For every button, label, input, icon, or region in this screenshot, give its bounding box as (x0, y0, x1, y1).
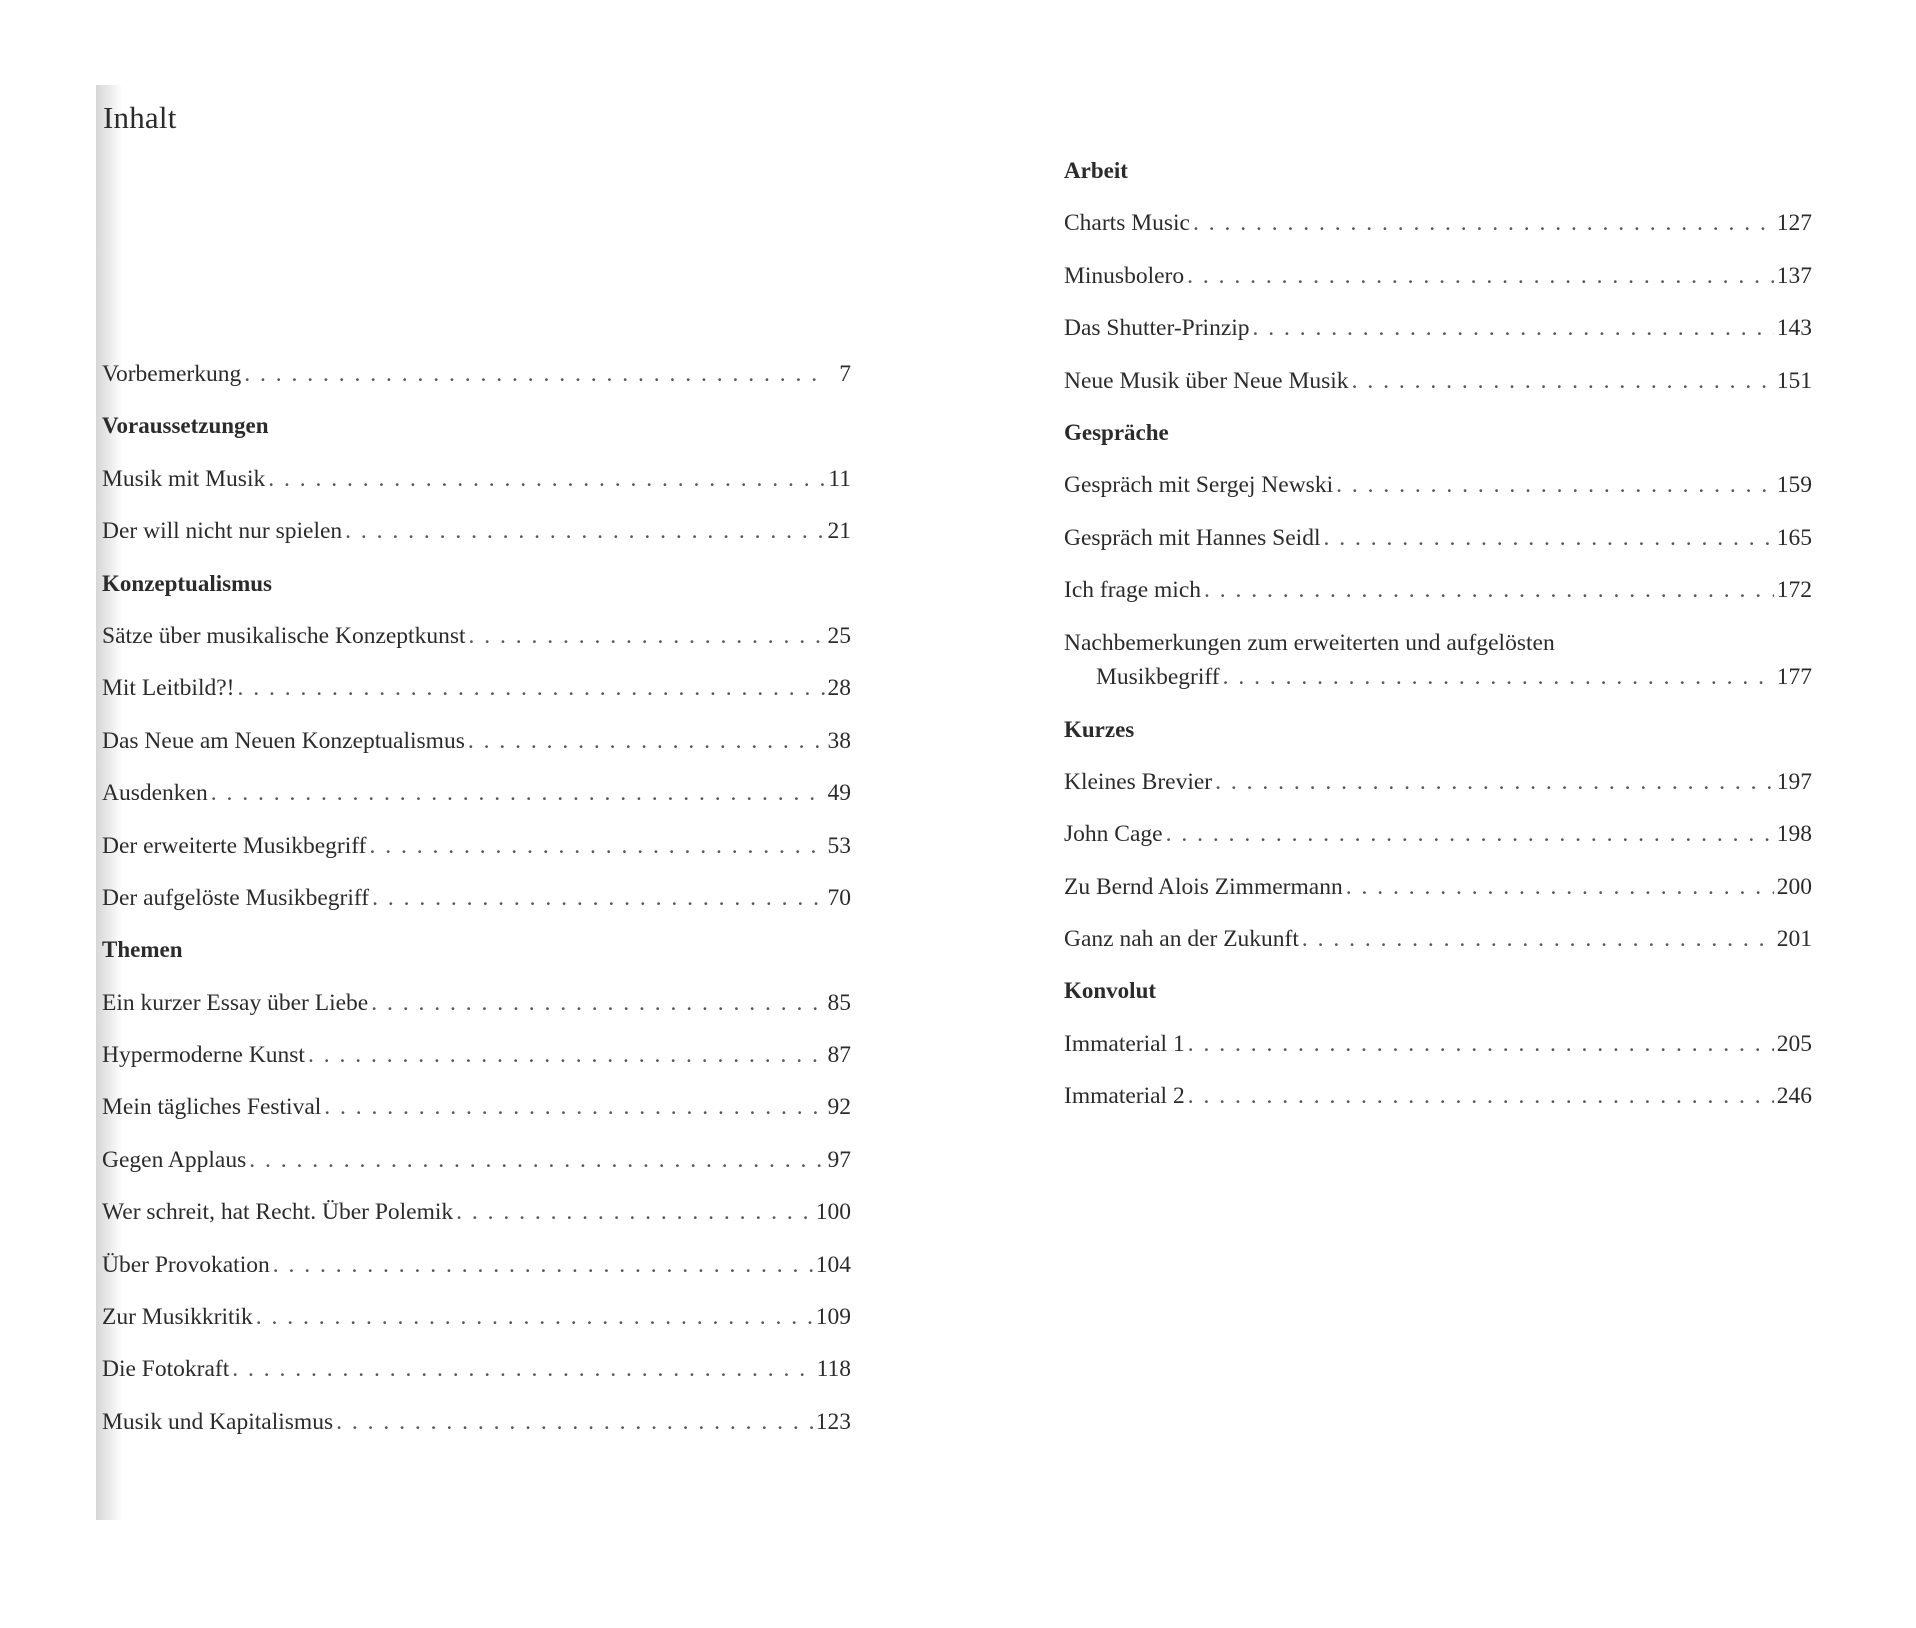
toc-section-arbeit (1064, 146, 1812, 198)
toc-page-number: 143 (1776, 315, 1812, 342)
toc-page-number: 38 (827, 727, 851, 754)
toc-entry-title: Wer schreit, hat Recht. Über Polemik (102, 1199, 454, 1226)
dot-leader (1302, 924, 1774, 954)
toc-section-voraussetzungen (102, 401, 851, 453)
toc-entry-der-erweiterte-musikbegriff[interactable] (102, 821, 851, 873)
toc-page-number: 200 (1776, 873, 1812, 900)
toc-entry-immaterial-2[interactable] (1064, 1071, 1812, 1123)
toc-section-gespraeche (1064, 408, 1812, 460)
section-heading: Arbeit (1064, 158, 1128, 183)
toc-entry-title: Zur Musikkritik (102, 1304, 253, 1331)
toc-page-number: 198 (1776, 821, 1812, 848)
toc-entry-minusbolero[interactable] (1064, 251, 1812, 303)
toc-entry-title: Kleines Brevier (1064, 768, 1213, 795)
toc-page-number: 7 (839, 361, 851, 387)
toc-entry-title: Musikbegriff (1096, 663, 1220, 690)
toc-entry-gespraech-mit-hannes-seidl[interactable] (1064, 513, 1812, 565)
dot-leader (1166, 819, 1774, 849)
toc-entry-title: Musik mit Musik (102, 465, 266, 492)
dot-leader (232, 1354, 813, 1384)
toc-entry-title: Gespräch mit Hannes Seidl (1064, 524, 1321, 551)
dot-leader (211, 778, 825, 808)
toc-page-number: 109 (815, 1304, 851, 1331)
toc-entry-title: John Cage (1064, 821, 1163, 848)
toc-entry-title: Das Shutter-Prinzip (1064, 315, 1250, 342)
toc-entry-saetze-ueber-musikalische-konzeptkunst[interactable] (102, 611, 851, 663)
toc-entry-wer-schreit-hat-recht-ueber-polemik[interactable] (102, 1187, 851, 1239)
toc-page-number: 172 (1776, 577, 1812, 604)
toc-entry-der-aufgeloeste-musikbegriff[interactable] (102, 873, 851, 925)
toc-entry-title: Die Fotokraft (102, 1356, 230, 1383)
dot-leader (1346, 872, 1774, 902)
toc-entry-title: Der erweiterte Musikbegriff (102, 832, 367, 859)
toc-entry-mit-leitbild[interactable] (102, 663, 851, 715)
toc-entry-title: Immaterial 1 (1064, 1030, 1185, 1057)
toc-page-number: 97 (827, 1146, 851, 1173)
toc-entry-ich-frage-mich[interactable] (1064, 565, 1812, 617)
dot-leader (256, 1302, 813, 1332)
toc-entry-das-shutter-prinzip[interactable] (1064, 303, 1812, 355)
toc-page-number: 28 (827, 675, 851, 702)
toc-entry-title: Gegen Applaus (102, 1146, 247, 1173)
dot-leader (1187, 261, 1774, 291)
toc-page-number: 165 (1776, 524, 1812, 551)
dot-leader (1253, 313, 1774, 343)
toc-entry-das-neue-am-neuen-konzeptualismus[interactable] (102, 716, 851, 768)
toc-page-number: 197 (1776, 768, 1812, 795)
toc-entry-immaterial-1[interactable] (1064, 1019, 1812, 1071)
toc-entry-title: Der aufgelöste Musikbegriff (102, 884, 370, 911)
toc-entry-title: Vorbemerkung (102, 361, 242, 387)
toc-entry-charts-music[interactable] (1064, 198, 1812, 250)
toc-entry-zur-musikkritik[interactable] (102, 1292, 851, 1344)
toc-entry-der-will-nicht-nur-spielen[interactable] (102, 506, 851, 558)
toc-entry-title: Über Provokation (102, 1251, 270, 1278)
toc-section-konzeptualismus (102, 559, 851, 611)
dot-leader (1223, 662, 1774, 692)
toc-entry-ein-kurzer-essay-ueber-liebe[interactable] (102, 978, 851, 1030)
dot-leader (468, 726, 825, 756)
section-heading: Kurzes (1064, 716, 1135, 742)
toc-page-number: 25 (827, 622, 851, 649)
toc-entry-title: Das Neue am Neuen Konzeptualismus (102, 727, 465, 754)
toc-page-number: 49 (827, 780, 851, 807)
dot-leader (371, 988, 824, 1018)
toc-page-number: 151 (1776, 367, 1812, 394)
toc-section-konvolut (1064, 966, 1812, 1018)
toc-entry-title: Ich frage mich (1064, 577, 1202, 604)
dot-leader (268, 464, 825, 494)
toc-page-number: 177 (1776, 663, 1812, 690)
toc-entry-musik-und-kapitalismus[interactable] (102, 1397, 851, 1449)
dot-leader (456, 1197, 813, 1227)
section-heading: Konvolut (1064, 978, 1157, 1004)
dot-leader (249, 1145, 824, 1175)
toc-entry-title: Der will nicht nur spielen (102, 518, 343, 545)
toc-entry-nachbemerkungen-zum-erweiterten-und-aufgeloesten[interactable] (1064, 618, 1812, 705)
toc-entry-title: Hypermoderne Kunst (102, 1042, 305, 1069)
toc-page-number: 246 (1776, 1083, 1812, 1110)
toc-section-themen (102, 925, 851, 977)
toc-page-number: 87 (827, 1042, 851, 1069)
toc-entry-ueber-provokation[interactable] (102, 1240, 851, 1292)
toc-entry-hypermoderne-kunst[interactable] (102, 1030, 851, 1082)
toc-entry-vorbemerkung[interactable] (102, 349, 851, 401)
page-title: Inhalt (103, 100, 177, 135)
toc-page-number: 85 (827, 989, 851, 1016)
toc-page-number: 159 (1776, 472, 1812, 499)
toc-entry-title: Sätze über musikalische Konzeptkunst (102, 622, 466, 649)
dot-leader (372, 883, 824, 913)
toc-entry-neue-musik-ueber-neue-musik[interactable] (1064, 356, 1812, 408)
toc-page-number: 11 (828, 465, 851, 492)
dot-leader (1323, 523, 1773, 553)
toc-entry-gespraech-mit-sergej-newski[interactable] (1064, 460, 1812, 512)
toc-entry-title: Charts Music (1064, 210, 1190, 237)
toc-page-number: 123 (815, 1408, 851, 1435)
dot-leader (308, 1040, 825, 1070)
section-heading: Voraussetzungen (102, 413, 269, 439)
toc-entry-title: Mit Leitbild?! (102, 675, 235, 702)
toc-entry-title: Gespräch mit Sergej Newski (1064, 472, 1334, 499)
toc-page-number: 70 (827, 884, 851, 911)
toc-page-number: 205 (1776, 1030, 1812, 1057)
toc-section-kurzes (1064, 705, 1812, 757)
dot-leader (336, 1407, 813, 1437)
toc-page-number: 53 (827, 832, 851, 859)
toc-entry-mein-taegliches-festival[interactable] (102, 1082, 851, 1134)
toc-entry-zu-bernd-alois-zimmermann[interactable] (1064, 862, 1812, 914)
toc-page-number: 137 (1776, 262, 1812, 289)
toc-entry-title: Minusbolero (1064, 262, 1185, 289)
toc-entry-title: Ganz nah an der Zukunft (1064, 926, 1299, 953)
toc-entry-title: Ausdenken (102, 780, 208, 807)
section-heading: Konzeptualismus (102, 570, 272, 596)
toc-entry-ganz-nah-an-der-zukunft[interactable] (1064, 914, 1812, 966)
dot-leader (345, 516, 824, 546)
toc-entry-musik-mit-musik[interactable] (102, 454, 851, 506)
dot-leader (1188, 1081, 1774, 1111)
toc-entry-title: Musik und Kapitalismus (102, 1408, 334, 1435)
dot-leader (273, 1250, 813, 1280)
toc-entry-john-cage[interactable] (1064, 809, 1812, 861)
dot-leader (1336, 470, 1774, 500)
dot-leader (1193, 208, 1774, 238)
toc-entry-title: Zu Bernd Alois Zimmermann (1064, 873, 1343, 900)
toc-entry-die-fotokraft[interactable] (102, 1344, 851, 1396)
toc-entry-title: Immaterial 2 (1064, 1083, 1185, 1110)
toc-page-number: 127 (1776, 210, 1812, 237)
dot-leader (1352, 366, 1774, 396)
toc-left-column (102, 349, 851, 1449)
section-heading: Gespräche (1064, 419, 1169, 445)
toc-entry-title-line1: Nachbemerkungen zum erweiterten und aufgelösten (1064, 629, 1555, 656)
dot-leader (1204, 575, 1774, 605)
toc-right-column (1064, 146, 1812, 1124)
dot-leader (324, 1092, 824, 1122)
toc-entry-kleines-brevier[interactable] (1064, 757, 1812, 809)
toc-page-number: 100 (815, 1199, 851, 1226)
toc-entry-ausdenken[interactable] (102, 768, 851, 820)
toc-page-number: 118 (816, 1356, 851, 1383)
section-heading: Themen (102, 937, 183, 963)
toc-page-number: 92 (827, 1094, 851, 1121)
toc-page-number: 104 (815, 1251, 851, 1278)
toc-entry-title: Mein tägliches Festival (102, 1094, 322, 1121)
toc-entry-title: Neue Musik über Neue Musik (1064, 367, 1349, 394)
toc-page-number: 21 (827, 518, 851, 545)
dot-leader (238, 673, 825, 703)
dot-leader (1215, 767, 1774, 797)
dot-leader (469, 621, 825, 651)
dot-leader (370, 831, 825, 861)
dot-leader (244, 359, 828, 389)
dot-leader (1188, 1029, 1774, 1059)
toc-entry-gegen-applaus[interactable] (102, 1135, 851, 1187)
toc-page-number: 201 (1776, 926, 1812, 953)
toc-entry-title: Ein kurzer Essay über Liebe (102, 989, 369, 1016)
